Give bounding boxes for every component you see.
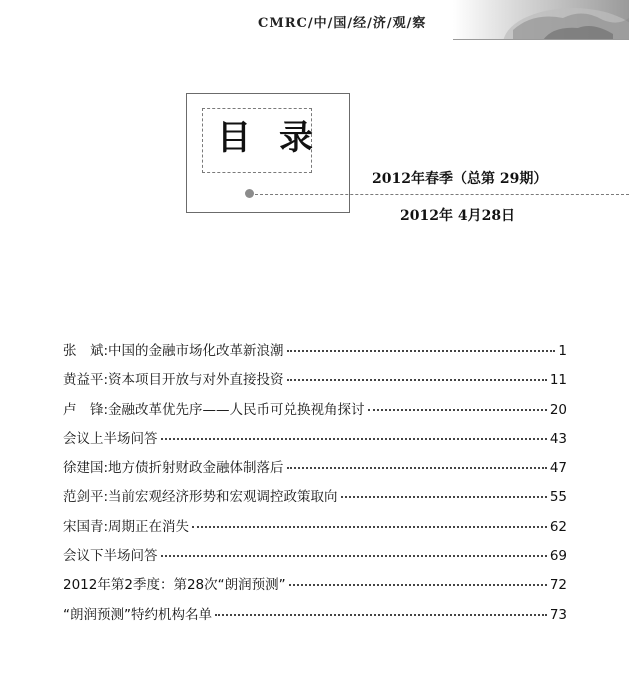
- toc-entry-label: 黄益平:资本项目开放与对外直接投资: [63, 372, 284, 389]
- toc-entry-page: 62: [549, 518, 567, 535]
- toc-title-box: [186, 93, 350, 213]
- leader-dots: [215, 614, 547, 616]
- toc-entry-page: 72: [549, 577, 567, 594]
- toc-heading: 目录: [217, 118, 341, 158]
- toc-entry-page: 20: [549, 401, 567, 418]
- toc-entry-label: 张 斌:中国的金融市场化改革新浪潮: [63, 343, 284, 359]
- dot-marker-icon: [245, 189, 254, 198]
- toc-entry-page: 43: [549, 430, 567, 447]
- leader-dots: [161, 555, 547, 557]
- toc-entry-label: 会议上半场问答: [63, 430, 158, 447]
- toc-entry-page: 73: [549, 606, 567, 623]
- globe-banner-image: [453, 0, 629, 40]
- toc-entry[interactable]: [63, 485, 567, 514]
- toc-entry-label: 宋国青:周期正在消失: [63, 518, 190, 535]
- toc-entry-page: 69: [549, 548, 567, 565]
- toc-entry-label: “朗润预测”特约机构名单: [63, 606, 212, 623]
- toc-entry[interactable]: [63, 427, 567, 456]
- toc-list: [63, 339, 567, 632]
- issue-season: 2012年春季（总第 29期）: [372, 171, 548, 187]
- issue-date: 2012年 4月28日: [400, 208, 516, 224]
- leader-dots: [287, 350, 556, 352]
- toc-entry-page: 47: [549, 460, 567, 477]
- toc-entry-label: 范剑平:当前宏观经济形势和宏观调控政策取向: [63, 489, 338, 506]
- leader-dots: [287, 379, 547, 381]
- toc-entry[interactable]: [63, 368, 567, 397]
- journal-header-title: CMRC/中/国/经/济/观/察: [258, 16, 427, 31]
- toc-entry[interactable]: [63, 339, 567, 368]
- toc-entry-page: 11: [549, 372, 567, 389]
- leader-dots: [192, 526, 547, 528]
- leader-dots: [368, 409, 547, 411]
- toc-entry-label: 会议下半场问答: [63, 548, 158, 565]
- toc-entry[interactable]: [63, 398, 567, 427]
- toc-entry[interactable]: [63, 573, 567, 602]
- dashed-rule: [250, 194, 629, 195]
- toc-entry-label: 徐建国:地方债折射财政金融体制落后: [63, 460, 284, 477]
- toc-entry[interactable]: [63, 456, 567, 485]
- toc-entry-label: 卢 锋:金融改革优先序——人民币可兑换视角探讨: [63, 401, 365, 418]
- leader-dots: [341, 496, 547, 498]
- toc-entry[interactable]: [63, 515, 567, 544]
- toc-entry[interactable]: [63, 603, 567, 632]
- toc-entry-page: 1: [558, 343, 567, 359]
- leader-dots: [161, 438, 547, 440]
- toc-entry[interactable]: [63, 544, 567, 573]
- toc-entry-page: 55: [549, 489, 567, 506]
- toc-title-inner-frame: [202, 108, 341, 173]
- toc-entry-label: 2012年第2季度：第28次“朗润预测”: [63, 577, 286, 594]
- leader-dots: [287, 467, 547, 469]
- leader-dots: [289, 584, 547, 586]
